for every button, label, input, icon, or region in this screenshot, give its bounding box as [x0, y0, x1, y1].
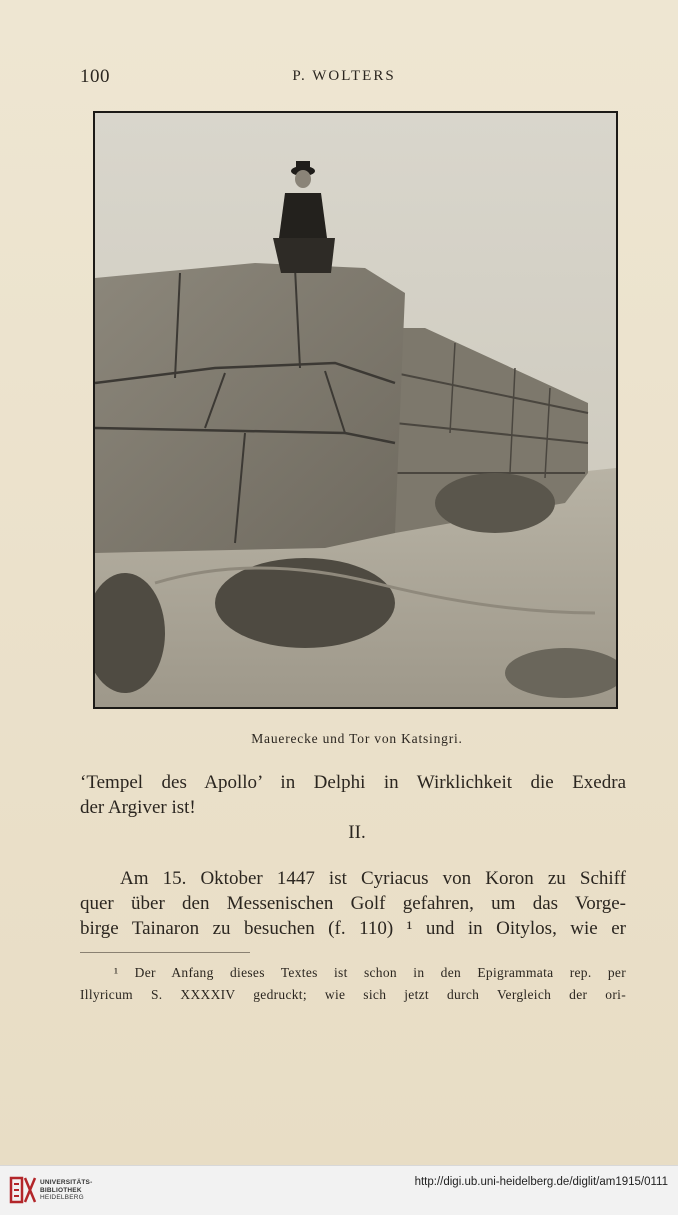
- footnote-line: ¹ Der Anfang dieses Textes ist schon in den Epigrammata rep. per: [114, 965, 626, 980]
- text-line: ‘Tempel des Apollo’ in Delphi in Wirklichkeit die Exedra: [80, 772, 626, 793]
- footnote-rule: [80, 952, 250, 953]
- library-name-line2: BIBLIOTHEK: [40, 1186, 82, 1194]
- paragraph-2: [80, 866, 626, 941]
- library-logo-icon[interactable]: [8, 1174, 38, 1206]
- library-name-line3: HEIDELBERG: [40, 1194, 84, 1201]
- section-number: II.: [348, 822, 366, 843]
- permalink-url[interactable]: http://digi.ub.uni-heidelberg.de/diglit/am1915/0111: [414, 1176, 668, 1188]
- ruined-wall-photo: [95, 113, 616, 707]
- footnote-line: Illyricum S. XXXXIV gedruckt; wie sich jetzt durch Vergleich der ori-: [80, 987, 626, 1002]
- viewer-footer: [0, 1165, 678, 1215]
- page-number: 100: [80, 66, 110, 87]
- footnote: [80, 962, 626, 1006]
- figure-photograph: [93, 111, 618, 709]
- library-name-line1: UNIVERSITÄTS-: [40, 1179, 93, 1186]
- running-head: P. WOLTERS: [292, 68, 396, 84]
- figure-caption: Mauerecke und Tor von Katsingri.: [251, 731, 463, 746]
- text-line: Am 15. Oktober 1447 ist Cyriacus von Koron zu Schiff: [120, 868, 626, 889]
- text-line: der Argiver ist!: [80, 797, 196, 818]
- library-name: [40, 1179, 92, 1202]
- text-line: birge Tainaron zu besuchen (f. 110) ¹ und in Oitylos, wie er: [80, 918, 626, 939]
- paragraph-1: [80, 770, 626, 820]
- page-header: [0, 66, 678, 92]
- text-line: quer über den Messenischen Golf gefahren, um das Vorge-: [80, 893, 626, 914]
